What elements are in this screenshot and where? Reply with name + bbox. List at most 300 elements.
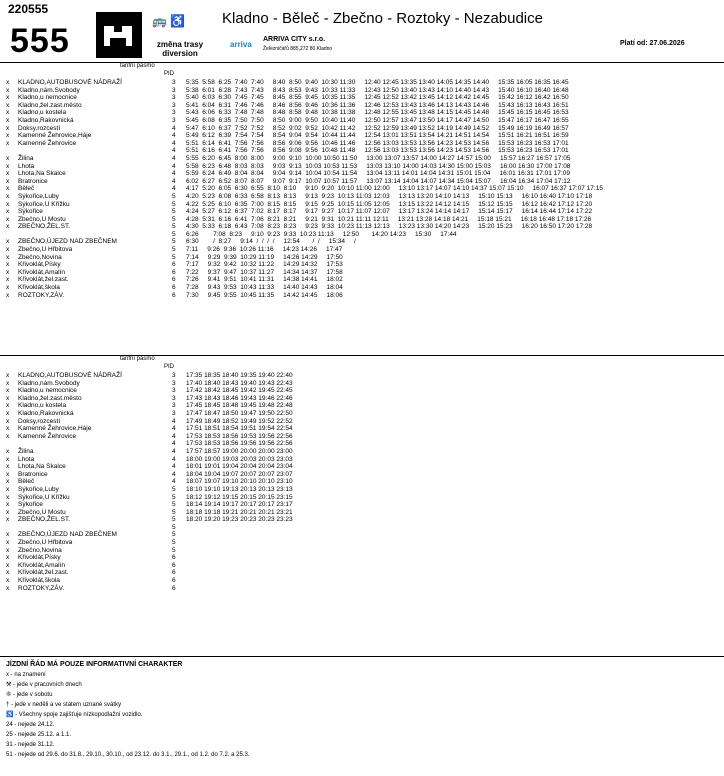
stop-name: Lhota,Na Skalce xyxy=(18,170,66,178)
stop-times: 5:51 6:16 6:41 7:56 7:56 8:56 9:08 9:56 10:48 11:48 12:56 13:03 13:53 13:56 14:23 14:53 14:56 15:53 16:23 16:53 17:01 xyxy=(186,147,569,155)
stop-zone: 3 xyxy=(172,379,176,387)
stop-zone: 3 xyxy=(172,86,176,94)
stop-mark: x xyxy=(6,154,10,162)
table-row xyxy=(4,261,720,269)
stop-zone: 4 xyxy=(172,455,176,463)
stop-times: 5:38 6:01 6:28 7:43 7:43 8:43 8:53 9:43 10:33 11:33 12:43 12:50 13:40 13:43 14:10 14:40 14:43 15:40 16:10 16:40 16:48 xyxy=(186,86,569,94)
stop-zone: 4 xyxy=(172,447,176,455)
stop-name: Kladno,u nemocnice xyxy=(18,387,77,395)
stop-times: 5:49 6:12 6:39 7:54 7:54 8:54 9:04 9:54 10:44 11:44 12:54 13:01 13:51 13:54 14:21 14:51 14:54 15:51 16:21 16:51 16:59 xyxy=(186,132,569,140)
table-row xyxy=(4,478,720,486)
stop-times: 6:02 6:27 6:52 8:07 8:07 9:07 9:17 10:07 10:57 11:57 13:07 13:14 14:04 14:07 14:34 15:04 15:07 16:04 16:34 17:04 17:12 xyxy=(186,177,571,185)
stop-times: 5:47 6:10 6:37 7:52 7:52 8:52 9:02 9:52 10:42 11:42 12:52 12:59 13:49 13:52 14:19 14:49 14:52 15:49 16:19 16:49 16:57 xyxy=(186,124,569,132)
stop-mark: x xyxy=(6,387,10,395)
stop-mark: x xyxy=(6,508,10,516)
stop-mark: x xyxy=(6,493,10,501)
legend-item: 51 - nejede od 29.6. do 31.8., 29.10., 30.10., od 23.12. do 3.1., 29.1., od 1.2. do 7.2. a 25.3. xyxy=(6,752,250,758)
stop-name: Sýkořice xyxy=(18,501,43,509)
stop-mark: x xyxy=(6,485,10,493)
stop-mark: x xyxy=(6,238,10,246)
table-row xyxy=(4,516,720,524)
table-row xyxy=(4,178,720,186)
table-row xyxy=(4,539,720,547)
table-row xyxy=(4,463,720,471)
stop-times: 7:28 9:43 9:53 10:43 11:33 14:40 14:43 18:04 xyxy=(186,284,343,292)
table-row xyxy=(4,471,720,479)
stop-mark: x xyxy=(6,253,10,261)
stop-zone: 3 xyxy=(172,79,176,86)
legend-item: ♿ - Všechny spoje zajišťuje nízkopodlažní vozidlo. xyxy=(6,712,143,718)
stop-mark: x xyxy=(6,200,10,208)
legend-item: † - jede v neděli a ve státem uznané svátky xyxy=(6,702,122,708)
stop-mark: x xyxy=(6,291,10,299)
table-row xyxy=(4,208,720,216)
stop-name: Kladno,Rakovnická xyxy=(18,409,74,417)
stop-times: 17:57 18:57 19:00 20:00 20:00 23:00 xyxy=(186,447,293,455)
zone-label: tarifní pásmo xyxy=(120,356,155,362)
stop-name: Kamenné Žehrovice,Háje xyxy=(18,425,92,433)
stop-times xyxy=(184,547,720,555)
stop-zone: 5 xyxy=(172,501,176,509)
stop-mark: x xyxy=(6,215,10,223)
stop-zone: 5 xyxy=(172,253,176,261)
stop-zone: 3 xyxy=(172,372,176,379)
stop-name: Křivoklát,škola xyxy=(18,577,60,585)
stop-zone: 6 xyxy=(172,291,176,299)
stop-zone: 5 xyxy=(172,523,176,531)
route-title: Kladno - Běleč - Zbečno - Roztoky - Nezabudice xyxy=(222,10,543,27)
stop-mark xyxy=(4,524,16,532)
stop-zone: 4 xyxy=(172,162,176,170)
stop-name: Bratronice xyxy=(18,470,48,478)
stop-zone: 5 xyxy=(172,493,176,501)
table-row xyxy=(4,433,720,441)
table-row xyxy=(4,223,720,231)
stop-times: 6:26 7:08 8:23 9:10 9:23 9:33 10:23 11:13 12:50 14:20 14:23 15:30 17:44 xyxy=(186,230,457,238)
table-row xyxy=(4,494,720,502)
stop-zone: 3 xyxy=(172,394,176,402)
stop-times: 18:18 19:18 19:21 20:21 20:21 23:21 xyxy=(186,508,293,516)
table-row xyxy=(4,87,720,95)
table-row xyxy=(4,193,720,201)
stop-mark: x xyxy=(6,447,10,455)
divider xyxy=(0,62,724,63)
stop-zone: 5 xyxy=(172,192,176,200)
pid-label: PID xyxy=(164,71,175,77)
stop-mark: x xyxy=(6,139,10,147)
stop-name: Křivoklát,Amalín xyxy=(18,268,65,276)
stop-name: ROZTOKY,ZÁV. xyxy=(18,584,65,592)
stop-name xyxy=(16,147,170,155)
table-row xyxy=(4,140,720,148)
table-row xyxy=(4,448,720,456)
stop-name: Křivoklát,Písky xyxy=(18,261,61,269)
stop-zone: 6 xyxy=(172,268,176,276)
stop-mark: x xyxy=(6,261,10,269)
stop-times: 7:30 9:45 9:55 10:45 11:35 14:42 14:45 18:06 xyxy=(186,291,343,299)
stop-mark: x xyxy=(6,569,10,577)
table-row xyxy=(4,562,720,570)
stop-times: 18:10 19:10 19:13 20:13 20:13 23:13 xyxy=(186,485,293,493)
stop-times: 5:51 6:14 6:41 7:56 7:56 8:56 9:06 9:56 10:46 11:46 12:56 13:03 13:53 13:56 14:23 14:53 14:56 15:53 16:23 16:53 17:01 xyxy=(186,139,569,147)
stop-zone: 3 xyxy=(172,109,176,117)
table-row xyxy=(4,486,720,494)
stop-name: Sýkořice,U Křížku xyxy=(18,200,70,208)
stop-name: Zbečno,U Hřbitova xyxy=(18,246,73,254)
table-row xyxy=(4,170,720,178)
stop-mark: x xyxy=(6,478,10,486)
stop-zone: 3 xyxy=(172,387,176,395)
stop-mark: x xyxy=(6,101,10,109)
stop-times: 5:35 5:58 6:25 7:40 7:40 8:40 8:50 9:40 10:30 11:30 12:40 12:45 13:35 13:40 14:05 14:35 14:40 15:35 16:05 16:35 16:45 xyxy=(186,79,569,86)
stop-times xyxy=(184,585,720,593)
stop-times: 7:26 9:41 9:51 10:41 11:31 14:38 14:41 18:02 xyxy=(186,276,343,284)
table-row xyxy=(4,246,720,254)
stop-name: KLADNO,AUTOBUSOVÉ NÁDRAŽÍ xyxy=(18,79,122,86)
stop-times: 5:40 6:03 6:30 7:45 7:45 8:45 8:55 9:45 10:35 11:35 12:45 12:52 13:42 13:45 14:12 14:42 14:45 15:42 16:12 16:42 16:50 xyxy=(186,94,569,102)
stop-name: Zbečno,Novina xyxy=(18,253,62,261)
stop-times: 4:22 5:25 6:10 6:35 7:00 8:15 8:15 9:15 9:25 10:15 11:05 12:05 13:15 13:22 14:12 14:15 15:12 15:15 16:12 16:42 17:12 17:20 xyxy=(186,200,593,208)
table-row xyxy=(4,418,720,426)
stop-zone: 5 xyxy=(172,508,176,516)
stop-times: 5:55 6:20 6:45 8:00 8:00 9:00 9:10 10:00 10:50 11:50 13:00 13:07 13:57 14:00 14:27 14:57 15:00 15:57 16:27 16:57 17:05 xyxy=(186,154,571,162)
stop-name: Zbečno,U Mostu xyxy=(18,508,66,516)
table-row xyxy=(4,410,720,418)
timetable-bottom xyxy=(4,372,720,592)
table-row xyxy=(4,501,720,509)
stop-name: Kladno,u kostela xyxy=(18,109,67,117)
stop-name: Křivoklát,Amalín xyxy=(18,561,65,569)
table-row xyxy=(4,238,720,246)
stop-name: ZBEČNO,ÚJEZD NAD ZBEČNEM xyxy=(18,531,117,539)
stop-name: Křivoklát,žel.zast. xyxy=(18,276,69,284)
stop-mark: x xyxy=(6,208,10,216)
table-row xyxy=(4,125,720,133)
stop-mark xyxy=(4,231,16,239)
stop-name: Kladno,u nemocnice xyxy=(18,94,77,102)
stop-zone: 6 xyxy=(172,569,176,577)
stop-zone: 5 xyxy=(172,539,176,547)
legend-item: x - na znamení xyxy=(6,672,46,678)
stop-times: 18:12 19:12 19:15 20:15 20:15 23:15 xyxy=(186,493,293,501)
stop-name: Sýkořice,Luby xyxy=(18,192,59,200)
table-row xyxy=(4,395,720,403)
table-row xyxy=(4,456,720,464)
stop-zone: 4 xyxy=(172,425,176,433)
stop-zone: 4 xyxy=(172,177,176,185)
stop-zone: 3 xyxy=(172,402,176,410)
stop-name: Kladno,Rakovnická xyxy=(18,116,74,124)
stop-mark: x xyxy=(6,109,10,117)
stop-zone: 3 xyxy=(172,116,176,124)
stop-times: 17:45 18:45 18:48 19:45 19:48 22:48 xyxy=(186,402,293,410)
stop-mark xyxy=(4,440,16,448)
table-row xyxy=(4,577,720,585)
table-row xyxy=(4,147,720,155)
valid-from: Platí od: 27.06.2026 xyxy=(620,40,685,47)
stop-name: Běleč xyxy=(18,478,35,486)
stop-name: Doksy,rozcestí xyxy=(18,417,61,425)
stop-zone: 3 xyxy=(172,94,176,102)
stop-times: 5:45 6:08 6:35 7:50 7:50 8:50 9:00 9:50 10:40 11:40 12:50 12:57 13:47 13:50 14:17 14:47 14:50 15:47 16:17 16:47 16:55 xyxy=(186,116,569,124)
stop-name: Kladno,nám.Svobody xyxy=(18,379,80,387)
stop-zone: 5 xyxy=(172,230,176,238)
table-row xyxy=(4,387,720,395)
stop-zone: 4 xyxy=(172,147,176,155)
stop-times: 18:00 19:00 19:03 20:03 20:03 23:03 xyxy=(186,455,293,463)
stop-times: 7:14 9:29 9:39 10:29 11:19 14:26 14:29 17:50 xyxy=(186,253,343,261)
stop-mark: x xyxy=(6,246,10,254)
stop-zone: 4 xyxy=(172,170,176,178)
stop-times: 5:41 6:04 6:31 7:46 7:46 8:46 8:56 9:46 10:36 11:36 12:46 12:53 13:43 13:46 14:13 14:43 14:46 15:43 16:13 16:43 16:51 xyxy=(186,101,569,109)
stop-zone: 4 xyxy=(172,139,176,147)
stop-name: ROZTOKY,ZÁV. xyxy=(18,291,65,299)
stop-name: Kladno,žel.zast.město xyxy=(18,101,82,109)
table-row xyxy=(4,380,720,388)
zone-label: tarifní pásmo xyxy=(120,63,155,69)
divider xyxy=(0,355,724,356)
stop-mark xyxy=(4,147,16,155)
stop-zone: 5 xyxy=(172,200,176,208)
stop-name: Kamenné Žehrovice xyxy=(18,139,77,147)
table-row xyxy=(4,117,720,125)
stop-times: 17:35 18:35 18:40 19:35 19:40 22:40 xyxy=(186,372,293,379)
table-row xyxy=(4,402,720,410)
stop-times xyxy=(184,562,720,570)
stop-name xyxy=(16,440,170,448)
stop-times: 5:59 6:24 6:49 8:04 8:04 9:04 9:14 10:04 10:54 11:54 13:04 13:11 14:01 14:04 14:31 15:01 15:04 16:01 16:31 17:01 17:09 xyxy=(186,170,570,178)
stop-mark: x xyxy=(6,417,10,425)
stop-zone: 5 xyxy=(172,546,176,554)
stop-times: 17:53 18:53 18:56 19:56 19:56 22:56 xyxy=(186,440,293,448)
stop-mark: x xyxy=(6,402,10,410)
stop-zone: 4 xyxy=(172,132,176,140)
stop-zone: 5 xyxy=(172,246,176,254)
stop-mark: x xyxy=(6,162,10,170)
stop-times: 17:47 18:47 18:50 19:47 19:50 22:50 xyxy=(186,409,293,417)
change-label: změna trasy diversion xyxy=(156,40,204,58)
stop-zone: 5 xyxy=(172,485,176,493)
stop-zone: 3 xyxy=(172,101,176,109)
table-row xyxy=(4,276,720,284)
stop-zone: 4 xyxy=(172,124,176,132)
stop-mark: x xyxy=(6,94,10,102)
stop-zone: 4 xyxy=(172,463,176,471)
stop-mark: x xyxy=(6,425,10,433)
table-row xyxy=(4,109,720,117)
stop-times: 5:43 6:06 6:33 7:48 7:48 8:48 8:58 9:48 10:38 11:38 12:48 12:55 13:45 13:48 14:15 14:45 14:48 15:45 16:15 16:45 16:53 xyxy=(186,109,569,117)
stop-name: Sýkořice,Luby xyxy=(18,485,59,493)
table-row xyxy=(4,547,720,555)
timetable-top xyxy=(4,79,720,299)
arriva-logo: arriva xyxy=(230,40,252,49)
stop-mark: x xyxy=(6,132,10,140)
stop-zone: 6 xyxy=(172,584,176,592)
company-name: ARRIVA CITY s.r.o. xyxy=(263,36,326,43)
stop-name: Křivoklát,škola xyxy=(18,284,60,292)
stop-mark: x xyxy=(6,185,10,193)
stop-times: 17:53 18:53 18:56 19:53 19:56 22:56 xyxy=(186,432,293,440)
stop-name: Bratronice xyxy=(18,177,48,185)
legend-items xyxy=(6,670,250,760)
stop-zone: 5 xyxy=(172,516,176,524)
stop-times: 4:24 5:27 6:12 6:37 7:02 8:17 8:17 9:17 9:27 10:17 11:07 12:07 13:17 13:24 14:14 14:17 15:14 15:17 16:14 16:44 17:14 17:22 xyxy=(186,208,593,216)
stop-zone: 4 xyxy=(172,432,176,440)
stop-mark: x xyxy=(6,372,10,379)
timetable-header xyxy=(0,0,724,62)
legend-item: 31 - nejede 31.12. xyxy=(6,742,55,748)
stop-times xyxy=(184,539,720,547)
stop-zone: 5 xyxy=(172,215,176,223)
stop-zone: 4 xyxy=(172,154,176,162)
table-row xyxy=(4,216,720,224)
table-row xyxy=(4,569,720,577)
stop-name: ZBEČNO,ŽEL.ST. xyxy=(18,223,71,231)
stop-name: Kamenné Žehrovice,Háje xyxy=(18,132,92,140)
table-row xyxy=(4,132,720,140)
stop-times: 5:58 6:23 6:48 8:03 8:03 9:03 9:13 10:03 10:53 11:53 13:03 13:10 14:00 14:03 14:30 15:00 15:03 16:00 16:30 17:00 17:08 xyxy=(186,162,571,170)
divider xyxy=(0,656,724,657)
table-row xyxy=(4,269,720,277)
stop-zone: 6 xyxy=(172,276,176,284)
stop-times: 4:28 5:31 6:16 6:41 7:06 8:21 8:21 9:21 9:31 10:21 11:11 12:11 13:21 13:28 14:18 14:21 15:18 15:21 16:18 16:48 17:18 17:26 xyxy=(186,215,592,223)
stop-mark: x xyxy=(6,455,10,463)
stop-name: Zbečno,Novina xyxy=(18,546,62,554)
stop-mark: x xyxy=(6,516,10,524)
line-id: 220555 xyxy=(8,2,49,16)
stop-name: Lhota xyxy=(18,162,35,170)
stop-mark: x xyxy=(6,432,10,440)
stop-times: 17:49 18:49 18:52 19:49 19:52 22:52 xyxy=(186,417,293,425)
stop-name: Sýkořice,U Křížku xyxy=(18,493,70,501)
stop-times: 7:22 9:37 9:47 10:37 11:27 14:34 14:37 17:58 xyxy=(186,268,343,276)
stop-times xyxy=(184,531,720,539)
stop-times: 17:40 18:40 18:43 19:40 19:43 22:43 xyxy=(186,379,293,387)
stop-times xyxy=(184,554,720,562)
stop-zone: 6 xyxy=(172,577,176,585)
stop-times: 18:04 19:04 19:07 20:07 20:07 23:07 xyxy=(186,470,293,478)
stop-mark: x xyxy=(6,116,10,124)
stop-zone: 6 xyxy=(172,284,176,292)
legend-item: 25 - nejede 25.12. a 1.1. xyxy=(6,732,72,738)
stop-mark: x xyxy=(6,284,10,292)
stop-mark: x xyxy=(6,86,10,94)
stop-mark: x xyxy=(6,379,10,387)
table-row xyxy=(4,292,720,300)
stop-name: ZBEČNO,ŽEL.ST. xyxy=(18,516,71,524)
stop-times xyxy=(184,577,720,585)
stop-zone: 5 xyxy=(172,531,176,539)
stop-mark: x xyxy=(6,79,10,86)
stop-name: Doksy,rozcestí xyxy=(18,124,61,132)
stop-mark: x xyxy=(6,463,10,471)
legend-title: JÍZDNÍ ŘÁD MÁ POUZE INFORMATIVNÍ CHARAKTER xyxy=(6,661,183,668)
legend-item: 24 - nejede 24.12. xyxy=(6,722,55,728)
table-row xyxy=(4,163,720,171)
table-row xyxy=(4,284,720,292)
stop-name: Kladno,u kostela xyxy=(18,402,67,410)
table-row xyxy=(4,185,720,193)
stop-mark: x xyxy=(6,170,10,178)
stop-zone: 4 xyxy=(172,470,176,478)
table-row xyxy=(4,440,720,448)
stop-mark: x xyxy=(6,561,10,569)
stop-zone: 3 xyxy=(172,409,176,417)
stop-times xyxy=(184,569,720,577)
stop-zone: 5 xyxy=(172,238,176,246)
stop-name: Žilina xyxy=(18,447,34,455)
table-row xyxy=(4,585,720,593)
stop-times: 4:30 5:33 6:18 6:43 7:08 8:23 8:23 9:23 9:33 10:23 11:13 12:13 13:23 13:30 14:20 14:23 15:20 15:23 16:20 16:50 17:20 17:28 xyxy=(186,223,593,231)
stop-mark: x xyxy=(6,470,10,478)
bus-icon: 🚌 ♿ xyxy=(152,14,186,28)
stop-times: 4:20 5:23 6:08 6:33 6:58 8:13 8:13 9:13 9:23 10:13 11:03 12:03 13:13 13:20 14:10 14:13 15:10 15:13 16:10 16:40 17:10 17:18 xyxy=(186,192,593,200)
stop-name: Kladno,nám.Svobody xyxy=(18,86,80,94)
table-row xyxy=(4,531,720,539)
stop-times: 7:11 9:26 9:36 10:26 11:16 14:23 14:26 17:47 xyxy=(186,246,343,254)
stop-times: 7:17 9:32 9:42 10:32 11:22 14:29 14:32 17:53 xyxy=(186,261,343,269)
stop-mark: x xyxy=(6,223,10,231)
stop-mark: x xyxy=(6,501,10,509)
stop-times: 4:17 5:20 6:05 6:30 6:55 8:10 8:10 9:10 9:20 10:10 11:00 12:00 13:10 13:17 14:07 14:10 14:37 15:07 15:10 16:07 16:37 17:07 17:15 xyxy=(186,185,603,193)
stop-name: Křivoklát,Písky xyxy=(18,554,61,562)
stop-times: 17:42 18:42 18:45 19:42 19:45 22:45 xyxy=(186,387,293,395)
stop-times: 18:01 19:01 19:04 20:04 20:04 23:04 xyxy=(186,463,293,471)
stop-times: 17:43 18:43 18:46 19:43 19:46 22:46 xyxy=(186,394,293,402)
stop-mark: x xyxy=(6,268,10,276)
stop-times: 6:30 / 8:27 9:14 / / / / 12:54 / / 15:34 / xyxy=(186,238,356,246)
table-row xyxy=(4,155,720,163)
stop-zone: 6 xyxy=(172,561,176,569)
table-row xyxy=(4,509,720,517)
stop-name: Sýkořice xyxy=(18,208,43,216)
stop-name: Zbečno,U Mostu xyxy=(18,215,66,223)
stop-times: 17:51 18:51 18:54 19:51 19:54 22:54 xyxy=(186,425,293,433)
stop-mark: x xyxy=(6,124,10,132)
pid-label: PID xyxy=(164,364,175,370)
stop-mark: x xyxy=(6,531,10,539)
stop-mark: x xyxy=(6,276,10,284)
table-row xyxy=(4,372,720,380)
table-row xyxy=(4,254,720,262)
stop-zone: 5 xyxy=(172,208,176,216)
legend-item: ⑥ - jede v sobotu xyxy=(6,692,53,698)
table-row xyxy=(4,94,720,102)
stop-times: 18:20 19:20 19:23 20:23 20:23 23:23 xyxy=(186,516,293,524)
stop-name: Křivoklát,žel.zast. xyxy=(18,569,69,577)
stop-mark: x xyxy=(6,539,10,547)
stop-zone: 5 xyxy=(172,223,176,231)
company-address: Železničářů 885,272 80 Kladno xyxy=(263,46,333,52)
line-number: 555 xyxy=(10,22,70,60)
stop-times: 18:07 19:07 19:10 20:10 20:10 23:10 xyxy=(186,478,293,486)
table-row xyxy=(4,201,720,209)
stop-times xyxy=(184,524,720,532)
stop-name: Lhota,Na Skalce xyxy=(18,463,66,471)
stop-zone: 6 xyxy=(172,261,176,269)
stop-zone: 4 xyxy=(172,185,176,193)
stop-mark: x xyxy=(6,584,10,592)
stop-zone: 4 xyxy=(172,440,176,448)
stop-times: 18:14 19:14 19:17 20:17 20:17 23:17 xyxy=(186,501,293,509)
stop-mark: x xyxy=(6,192,10,200)
stop-mark: x xyxy=(6,394,10,402)
stop-name: ZBEČNO,ÚJEZD NAD ZBEČNEM xyxy=(18,238,117,246)
stop-zone: 6 xyxy=(172,554,176,562)
stop-mark: x xyxy=(6,409,10,417)
stop-mark: x xyxy=(6,546,10,554)
stop-name: Běleč xyxy=(18,185,35,193)
